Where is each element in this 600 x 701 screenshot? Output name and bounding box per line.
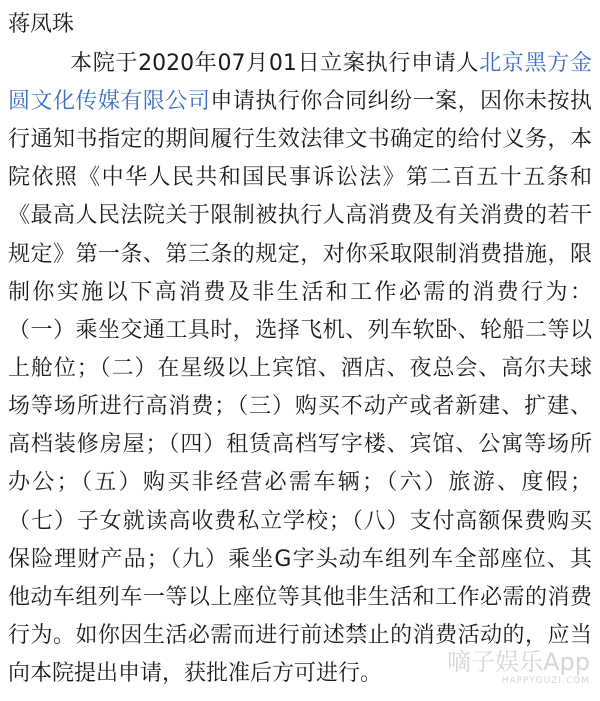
notice-line-16: 行为。如你因生活必需而进行前述禁止的消费活动的，应当 <box>8 623 592 648</box>
notice-line-6: 规定》第一条、第三条的规定，对你采取限制消费措施，限 <box>8 242 592 267</box>
notice-line-9: 上舱位；（二）在星级以上宾馆、酒店、夜总会、高尔夫球 <box>8 356 592 381</box>
notice-line-3: 行通知书指定的期间履行生效法律文书确定的给付义务，本 <box>8 127 592 152</box>
watermark-sub-text: HAPPYGUZI.COM <box>501 676 590 686</box>
watermark-main-text: 嘀子娱乐App <box>447 648 590 676</box>
notice-line-17: 向本院提出申请，获批准后方可进行。 <box>8 661 383 686</box>
notice-line-11: 高档装修房屋；（四）租赁高档写字楼、宾馆、公寓等场所 <box>8 432 592 457</box>
notice-line-8: （一）乘坐交通工具时，选择飞机、列车软卧、轮船二等以 <box>8 318 592 343</box>
notice-line-14: 保险理财产品；（九）乘坐G字头动车组列车全部座位、其 <box>8 547 592 572</box>
applicant-link-part-1[interactable]: 北京黑方金 <box>479 51 592 76</box>
notice-line-15: 他动车组列车一等以上座位等其他非生活和工作必需的消费 <box>8 585 592 610</box>
applicant-link-part-2[interactable]: 圆文化传媒有限公司 <box>8 89 211 114</box>
line-2-text: 申请执行你合同纠纷一案，因你未按执 <box>210 89 592 114</box>
notice-line-12: 办公；（五）购买非经营必需车辆；（六）旅游、度假； <box>8 470 592 495</box>
notice-line-10: 场等场所进行高消费；（三）购买不动产或者新建、扩建、 <box>8 394 592 419</box>
notice-line-2 <box>8 83 592 121</box>
notice-line-7: 制你实施以下高消费及非生活和工作必需的消费行为： <box>8 280 592 305</box>
line-1-text: 本院于2020年07月01日立案执行申请人 <box>70 51 480 76</box>
addressee-name: 蒋凤珠 <box>8 12 75 37</box>
notice-line-1 <box>70 45 592 83</box>
notice-line-13: （七）子女就读高收费私立学校；（八）支付高额保费购买 <box>8 509 592 534</box>
notice-line-4: 院依照《中华人民共和国民事诉讼法》第二百五十五条和 <box>8 165 592 190</box>
watermark <box>447 648 590 686</box>
notice-line-5: 《最高人民法院关于限制被执行人高消费及有关消费的若干 <box>8 203 592 228</box>
